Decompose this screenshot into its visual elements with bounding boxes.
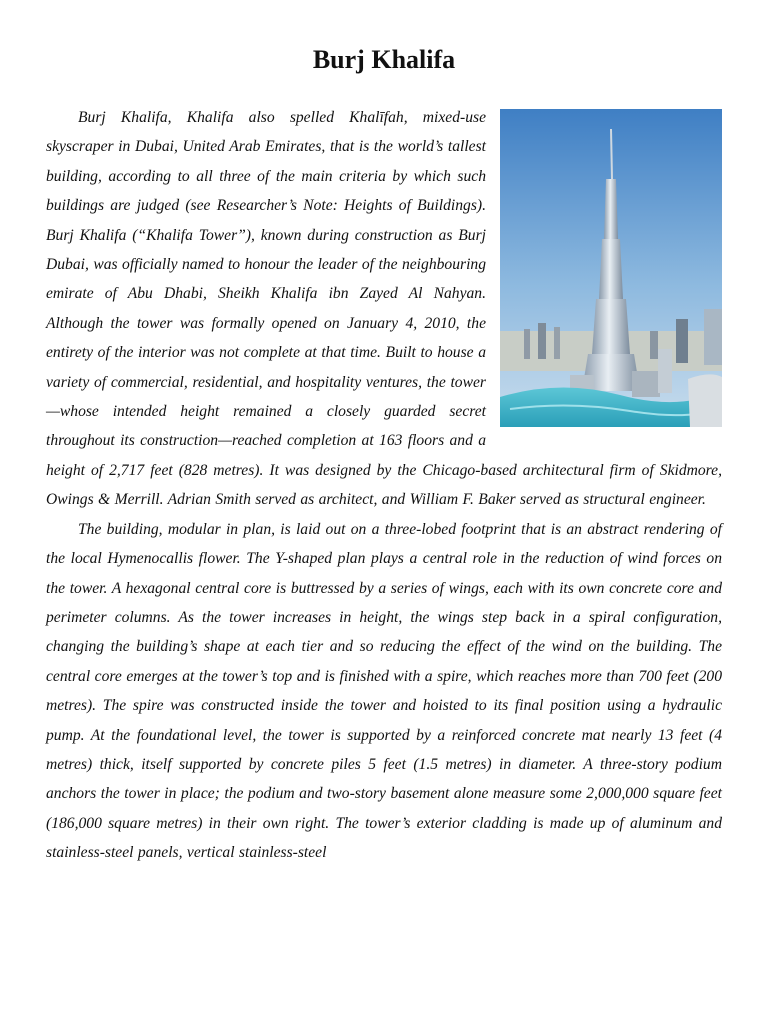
page-title: Burj Khalifa xyxy=(312,45,456,74)
paragraph-1: Burj Khalifa, Khalifa also spelled Khalīfah, mixed-use skyscraper in Dubai, United Arab Emirates, that is the world’s tallest building, according to all three of the main criteria by which such buildings are judged (see Researcher’s Note: Heights of Buildings). Burj Khalifa (“Khalifa Tower”), known during construction as Burj Dubai, was officially named to honour the leader of the neighbouring emirate of Abu Dhabi, Sheikh Khalifa ibn Zayed Al Nahyan. Although the tower was formally opened on January 4, 2010, the entirety of the interior was not complete at that time. Built to house a variety of commercial, residential, and hospitality ventures, the tower—whose intended height remained a closely guarded secret throughout its construction—reached completion at 163 floors and a height of 2,717 feet (828 metres). It was designed by the Chicago-based architectural firm of Skidmore, Owings & Merrill. Adrian Smith served as architect, and William F. Baker served as structural engineer. xyxy=(46,109,722,509)
paragraph-2: The building, modular in plan, is laid out on a three-lobed footprint that is an abstract rendering of the local Hymenocallis flower. The Y-shaped plan plays a central role in the reduction of wind forces on the tower. A hexagonal central core is buttressed by a series of wings, each with its own concrete core and perimeter columns. As the tower increases in height, the wings step back in a spiral configuration, changing the building’s shape at each tier and so reducing the effect of the wind on the building. The central core emerges at the tower’s top and is finished with a spire, which reaches more than 700 feet (200 metres). The spire was constructed inside the tower and hoisted to its final position using a hydraulic pump. At the foundational level, the tower is supported by a reinforced concrete mat nearly 13 feet (4 metres) thick, itself supported by concrete piles 5 feet (1.5 metres) in diameter. A three-story podium anchors the tower in place; the podium and two-story basement alone measure some 2,000,000 square feet (186,000 square metres) in their own right. The tower’s exterior cladding is made up of aluminum and stainless-steel panels, vertical stainless-steel xyxy=(46,520,722,862)
burj-khalifa-photo xyxy=(500,109,722,427)
article-body xyxy=(46,103,722,868)
